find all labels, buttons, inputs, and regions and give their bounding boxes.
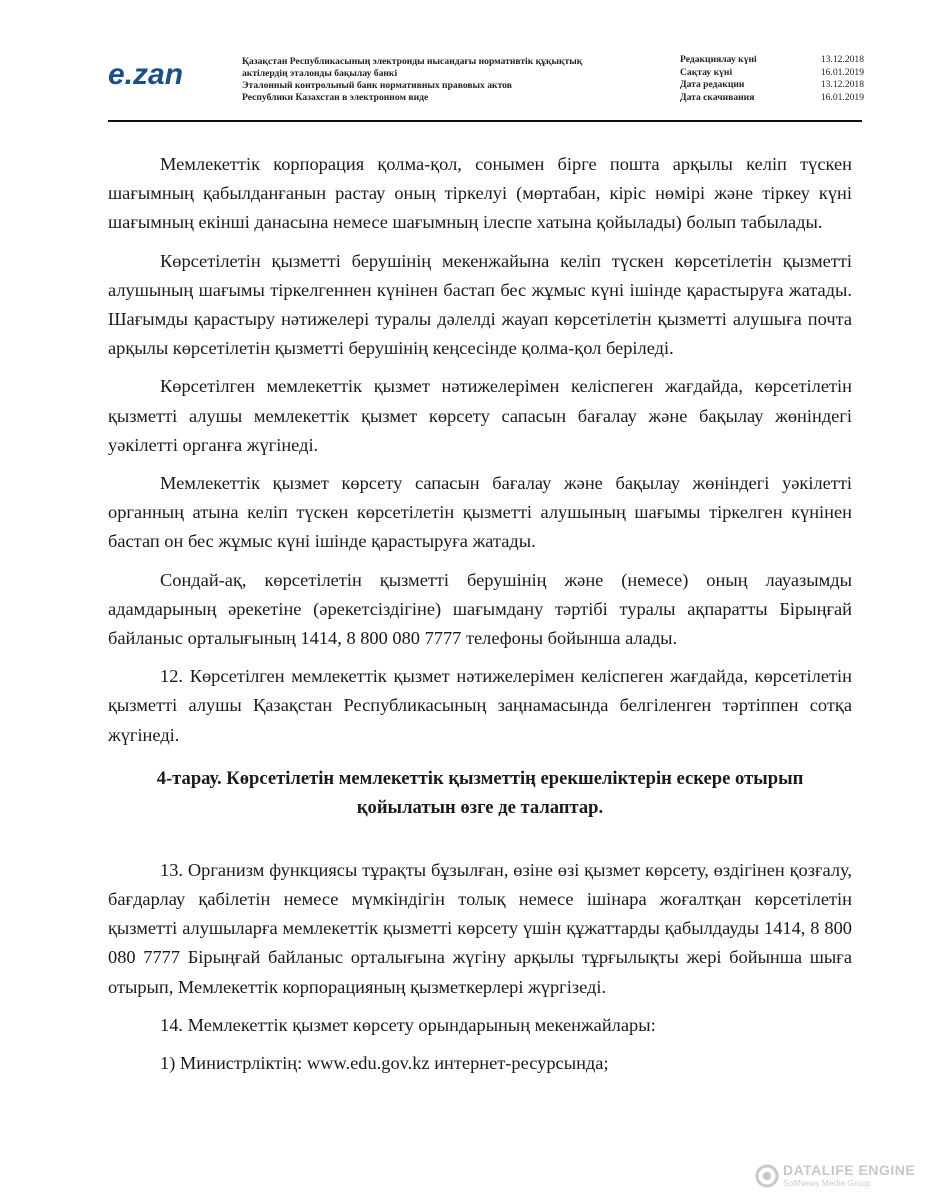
body-paragraph: Көрсетілетін қызметті берушінің мекенжайына келіп түскен көрсетілетін қызметті алушының шағымы тіркелгеннен күнінен бастап бес жұмыс күні ішінде қарастыруға жатады. Шағымды қарастыру нәтижелері туралы дәлелді жауап көрсетілетін қызметті алушыға почта арқылы көрсетілетін қызметті берушінің кеңсесінде қолма-қол беріледі. (108, 250, 852, 359)
meta-row (680, 79, 864, 92)
header-bank-title (242, 56, 652, 104)
header-line: Қазақстан Республикасының электронды нысандағы нормативтік құқықтық (242, 56, 583, 67)
watermark-subtitle: SoftNews Media Group (783, 1178, 871, 1188)
body-paragraph: Мемлекеттік қызмет көрсету сапасын бағалау және бақылау жөніндегі уәкілетті органның атына келіп түскен көрсетілетін қызметті алушының шағымы тіркелген күнінен бастап он бес жұмыс күні ішінде қарастыруға жатады. (108, 473, 852, 552)
datalife-watermark (755, 1162, 915, 1192)
meta-value: 13.12.2018 (820, 79, 864, 91)
meta-value: 13.12.2018 (820, 54, 864, 65)
header-line: актілердің эталонды бақылау банкі (242, 68, 398, 79)
watermark-title: DATALIFE ENGINE (783, 1162, 916, 1178)
datalife-logo-icon (755, 1164, 779, 1188)
header-line: Республики Казахстан в электронном виде (242, 92, 429, 103)
body-paragraph: 13. Организм функциясы тұрақты бұзылған, өзіне өзі қызмет көрсету, өздігінен қозғалу, бағдарлау қабілетін немесе мүмкіндігін толық немесе ішінара жоғалтқан көрсетілетін қызметті алушыларға мемлекеттік қызметті көрсету үшін құжаттарды қабылдауды 1414, 8 800 080 7777 Бірыңғай байланыс орталығына жүгіну арқылы тұрғылықты жері бойынша шыға отырып, Мемлекеттік корпорацияның қызметкерлері жүргізеді. (108, 859, 852, 997)
header-line: Эталонный контрольный банк нормативных правовых актов (242, 80, 512, 91)
body-paragraph: Көрсетілген мемлекеттік қызмет нәтижелерімен келіспеген жағдайда, көрсетілетін қызметті алушы мемлекеттік қызмет көрсету сапасын бағалау және бақылау жөніндегі уәкілетті органға жүгінеді. (108, 376, 852, 455)
meta-row (680, 67, 864, 80)
meta-label: Сақтау күні (680, 66, 733, 78)
meta-label: Редакциялау күні (680, 54, 757, 65)
body-paragraph: Сондай-ақ, көрсетілетін қызметті берушінің және (немесе) оның лауазымды адамдарының әрекетіне (әрекетсіздігіне) шағымдану тәртібі туралы ақпаратты Бірыңғай байланыс орталығының 1414, 8 800 080 7777 телефоны бойынша алады. (108, 569, 852, 649)
section-heading: 4-тарау. Көрсетілетін мемлекеттік қызметтің ерекшеліктерін ескере отырып қойылатын өзге де талаптар. (156, 767, 804, 818)
meta-label: Дата редакции (680, 79, 745, 91)
body-paragraph: 1) Министрліктің: www.edu.gov.kz интернет-ресурсында; (160, 1053, 609, 1074)
body-paragraph: 12. Көрсетілген мемлекеттік қызмет нәтижелерімен келіспеген жағдайда, көрсетілетін қызметті алушы Қазақстан Республикасының заңнамасында белгіленген тәртіппен сотқа жүгінеді. (108, 666, 852, 745)
document-body (108, 150, 852, 1087)
logo-part-e: e. (108, 58, 134, 91)
ezan-logo[interactable] (108, 58, 183, 92)
meta-row (680, 54, 864, 67)
meta-value: 16.01.2019 (820, 66, 864, 78)
header-dates (680, 54, 864, 104)
body-paragraph: Мемлекеттік корпорация қолма-қол, сонымен бірге пошта арқылы келіп түскен шағымның қабылданғанын растау оның тіркелуі (мөртабан, кіріс нөмірі және тіркеу күні шағымның екінші данасына немесе шағымның ілеспе хатына қойылады) болып табылады. (108, 154, 852, 233)
document-header (108, 50, 862, 122)
meta-label: Дата скачивания (680, 91, 755, 103)
logo-part-zan: zan (133, 58, 184, 91)
meta-value: 16.01.2019 (820, 91, 864, 103)
body-paragraph: 14. Мемлекеттік қызмет көрсету орындарының мекенжайлары: (160, 1014, 656, 1035)
meta-row (680, 92, 864, 105)
